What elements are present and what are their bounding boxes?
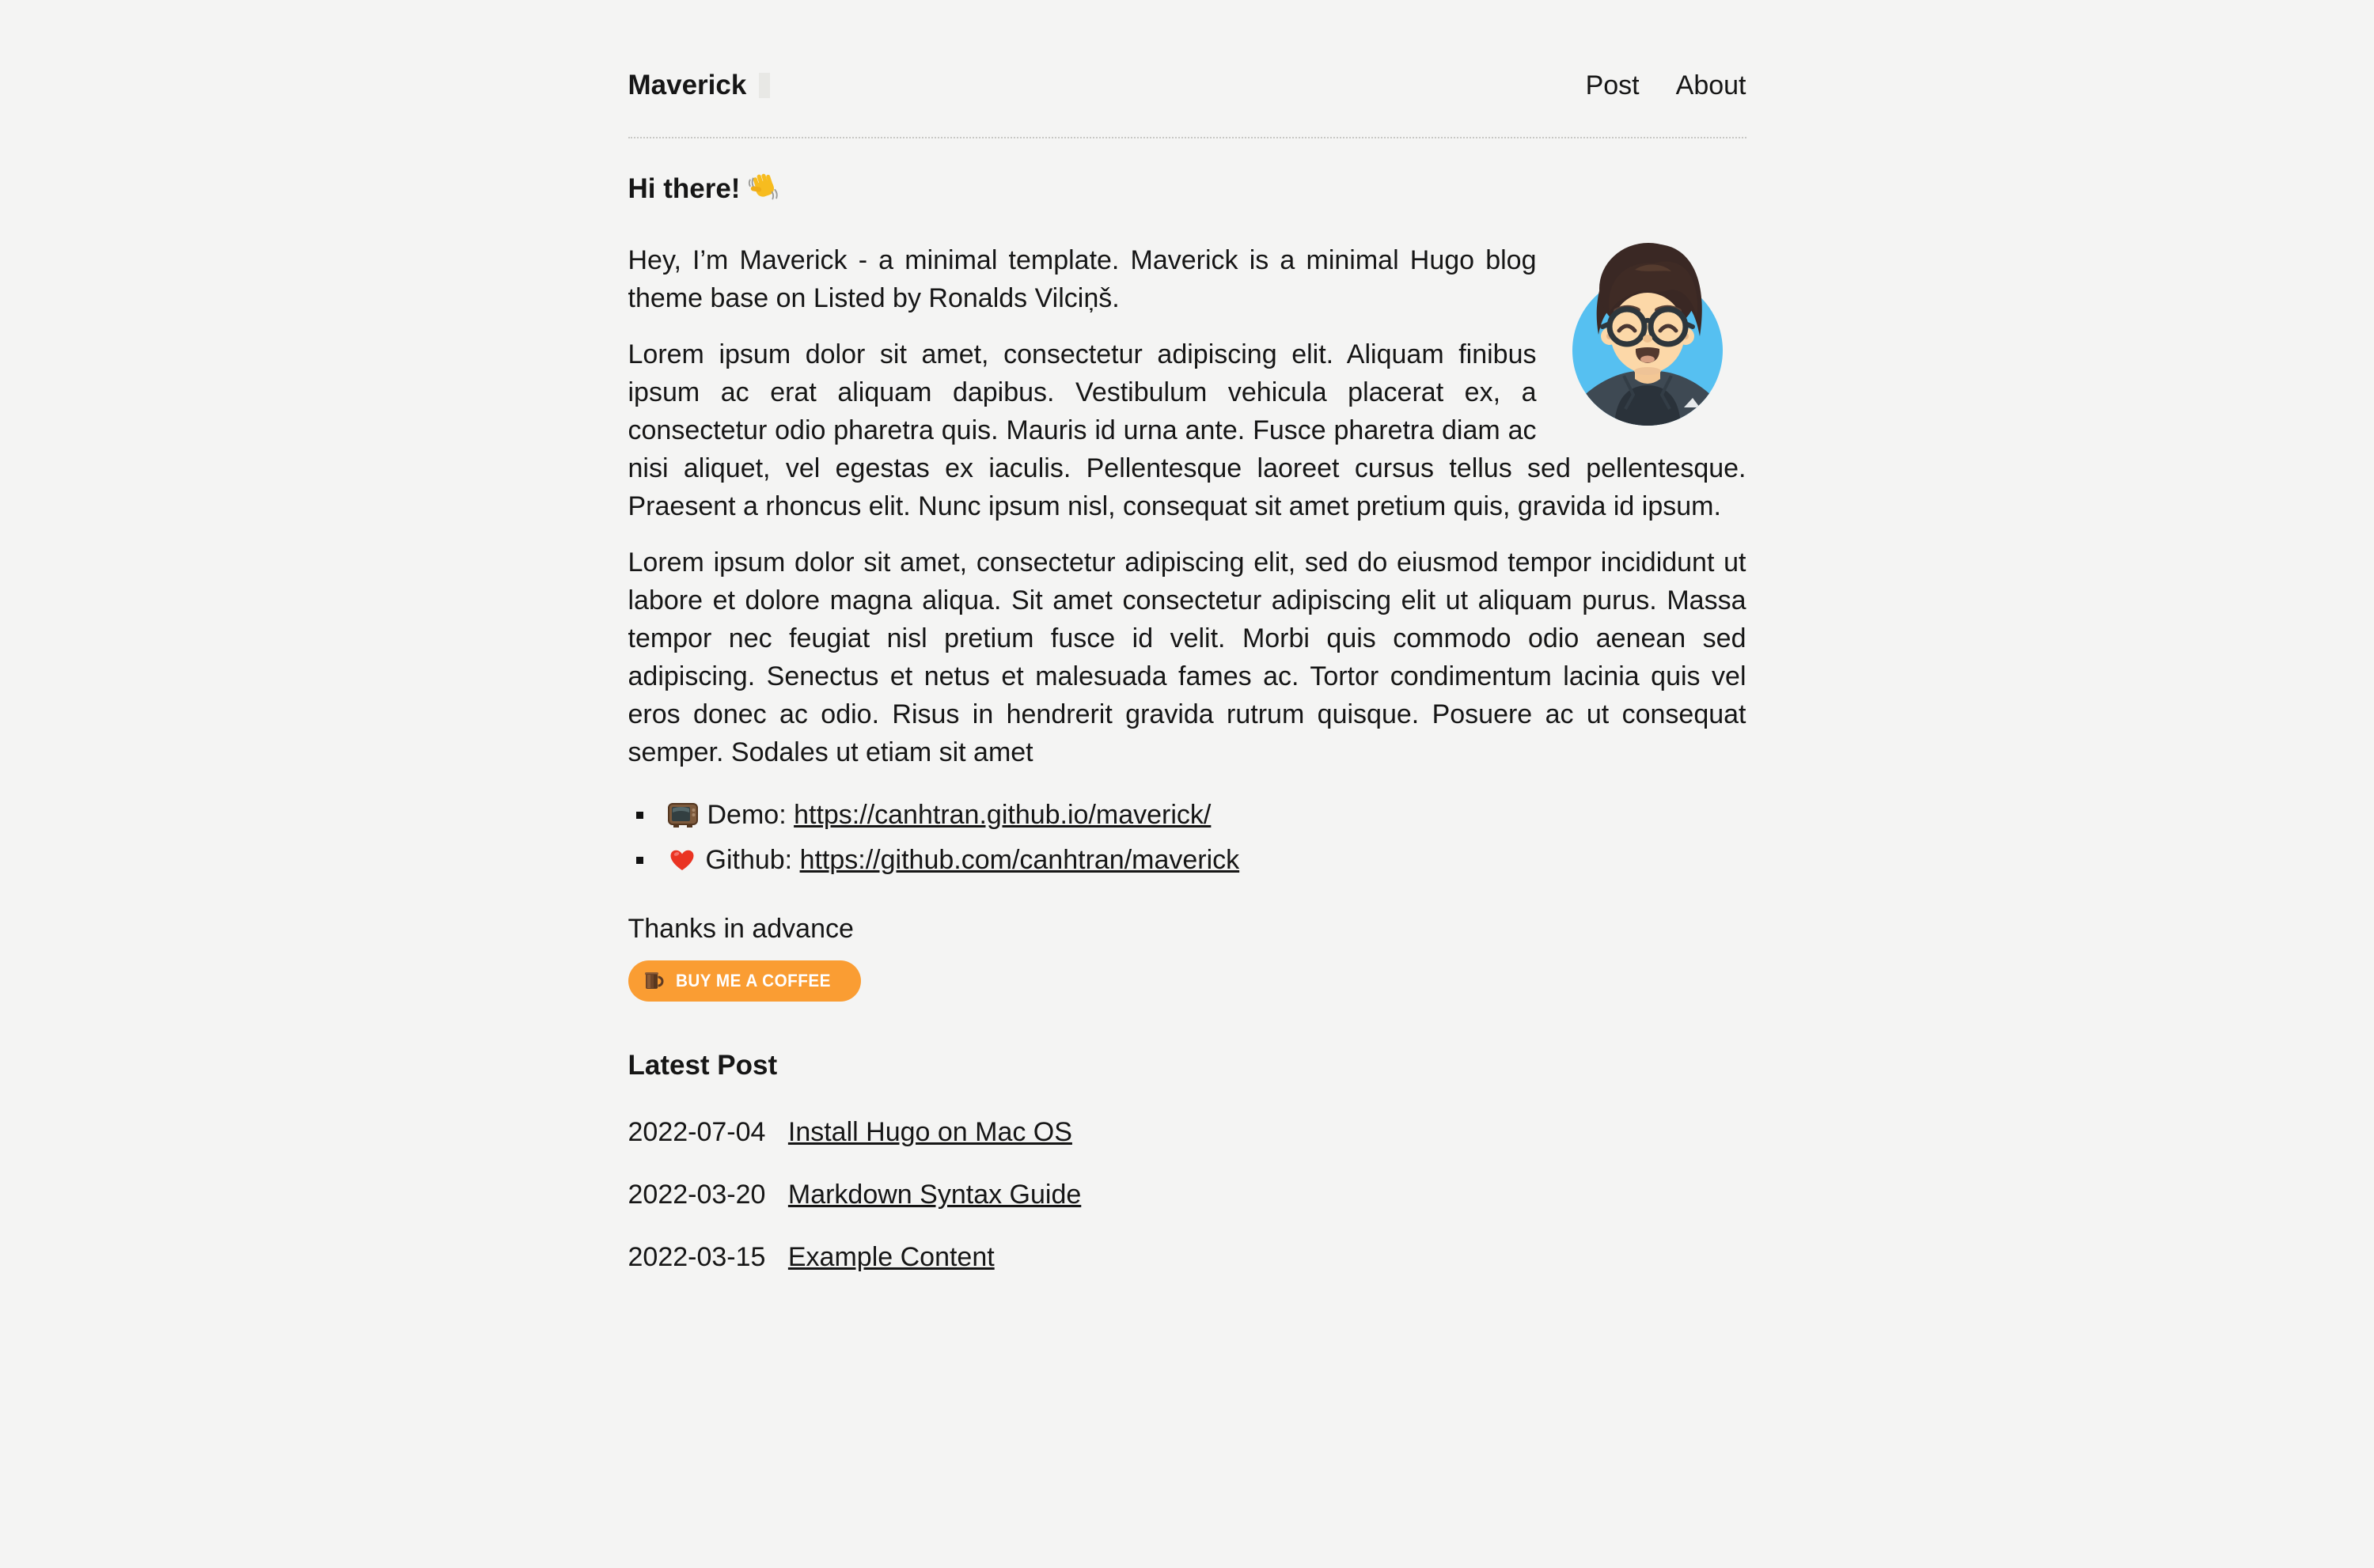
- site-title-link[interactable]: Maverick: [628, 70, 747, 100]
- greeting-heading: [628, 170, 1746, 214]
- list-item-github: [628, 840, 1746, 885]
- avatar: [1568, 240, 1727, 426]
- post-row: [628, 1238, 1746, 1276]
- post-date: 2022-07-04: [628, 1117, 766, 1147]
- bmc-button-label: BUY ME A COFFEE: [675, 971, 831, 990]
- greeting-text: Hi there!: [628, 173, 741, 204]
- post-link-example-content[interactable]: Example Content: [787, 1242, 995, 1272]
- lorem-paragraph-2: Lorem ipsum dolor sit amet, consectetur adipiscing elit, sed do eiusmod tempor incididunt ut labore et dolore magna aliqua. Sit amet consectetur adipiscing elit ut aliquam purus. Massa tempor nec feugiat nisl pretium fusce id velit. Morbi quis commodo odio aenean sed adipiscing. Senectus et netus et malesuada fames ac. Tortor condimentum lacinia quis vel eros donec ac odio. Risus in hendrerit gravida rutrum quisque. Posuere ac ut consequat semper. Sodales ut etiam sit amet: [628, 547, 1746, 767]
- heart-emoji: [668, 845, 696, 885]
- resource-links-list: [628, 795, 1746, 885]
- blinking-cursor: [759, 73, 770, 98]
- avatar-illustration: [1568, 240, 1727, 426]
- post-row: [628, 1113, 1746, 1151]
- nav-item-post[interactable]: Post: [1585, 70, 1640, 100]
- intro-paragraph: Hey, I’m Maverick - a minimal template. Maverick is a minimal Hugo blog theme base on Listed by Ronalds Vilciņš.: [628, 245, 1537, 313]
- wave-emoji: [746, 171, 779, 214]
- demo-link[interactable]: https://canhtran.github.io/maverick/: [794, 800, 1212, 830]
- post-link-install-hugo[interactable]: Install Hugo on Mac OS: [787, 1117, 1072, 1147]
- latest-post-heading: Latest Post: [628, 1050, 778, 1081]
- site-header: [628, 70, 1746, 138]
- link-label: Github:: [705, 845, 793, 875]
- lorem-paragraph-1: Lorem ipsum dolor sit amet, consectetur adipiscing elit. Aliquam finibus ipsum ac erat aliquam dapibus. Vestibulum vehicula placerat ex, a consectetur odio pharetra quis. Mauris id urna ante. Fusce pharetra diam ac nisi aliquet, vel egestas ex iaculis. Pellentesque laoreet cursus tellus sed pellentesque. Praesent a rhoncus elit. Nunc ipsum nisl, consequat sit amet pretium quis, gravida id ipsum.: [628, 339, 1746, 521]
- github-link[interactable]: https://github.com/canhtran/maverick: [799, 845, 1240, 875]
- post-row: [628, 1176, 1746, 1214]
- list-item-demo: [628, 795, 1746, 840]
- buy-me-a-coffee-button[interactable]: [628, 960, 861, 1002]
- coffee-mug-icon: [641, 968, 666, 994]
- main-content: [628, 170, 1746, 1276]
- post-link-markdown-guide[interactable]: Markdown Syntax Guide: [787, 1180, 1082, 1210]
- nav-item-about[interactable]: About: [1675, 70, 1746, 100]
- brand: [628, 70, 771, 101]
- page-container: [628, 0, 1746, 1276]
- post-date: 2022-03-20: [628, 1180, 766, 1210]
- post-date: 2022-03-15: [628, 1242, 766, 1272]
- main-nav: [1586, 70, 1746, 101]
- link-label: Demo:: [707, 800, 787, 830]
- thanks-text: Thanks in advance: [628, 914, 854, 944]
- tv-emoji: [668, 800, 698, 840]
